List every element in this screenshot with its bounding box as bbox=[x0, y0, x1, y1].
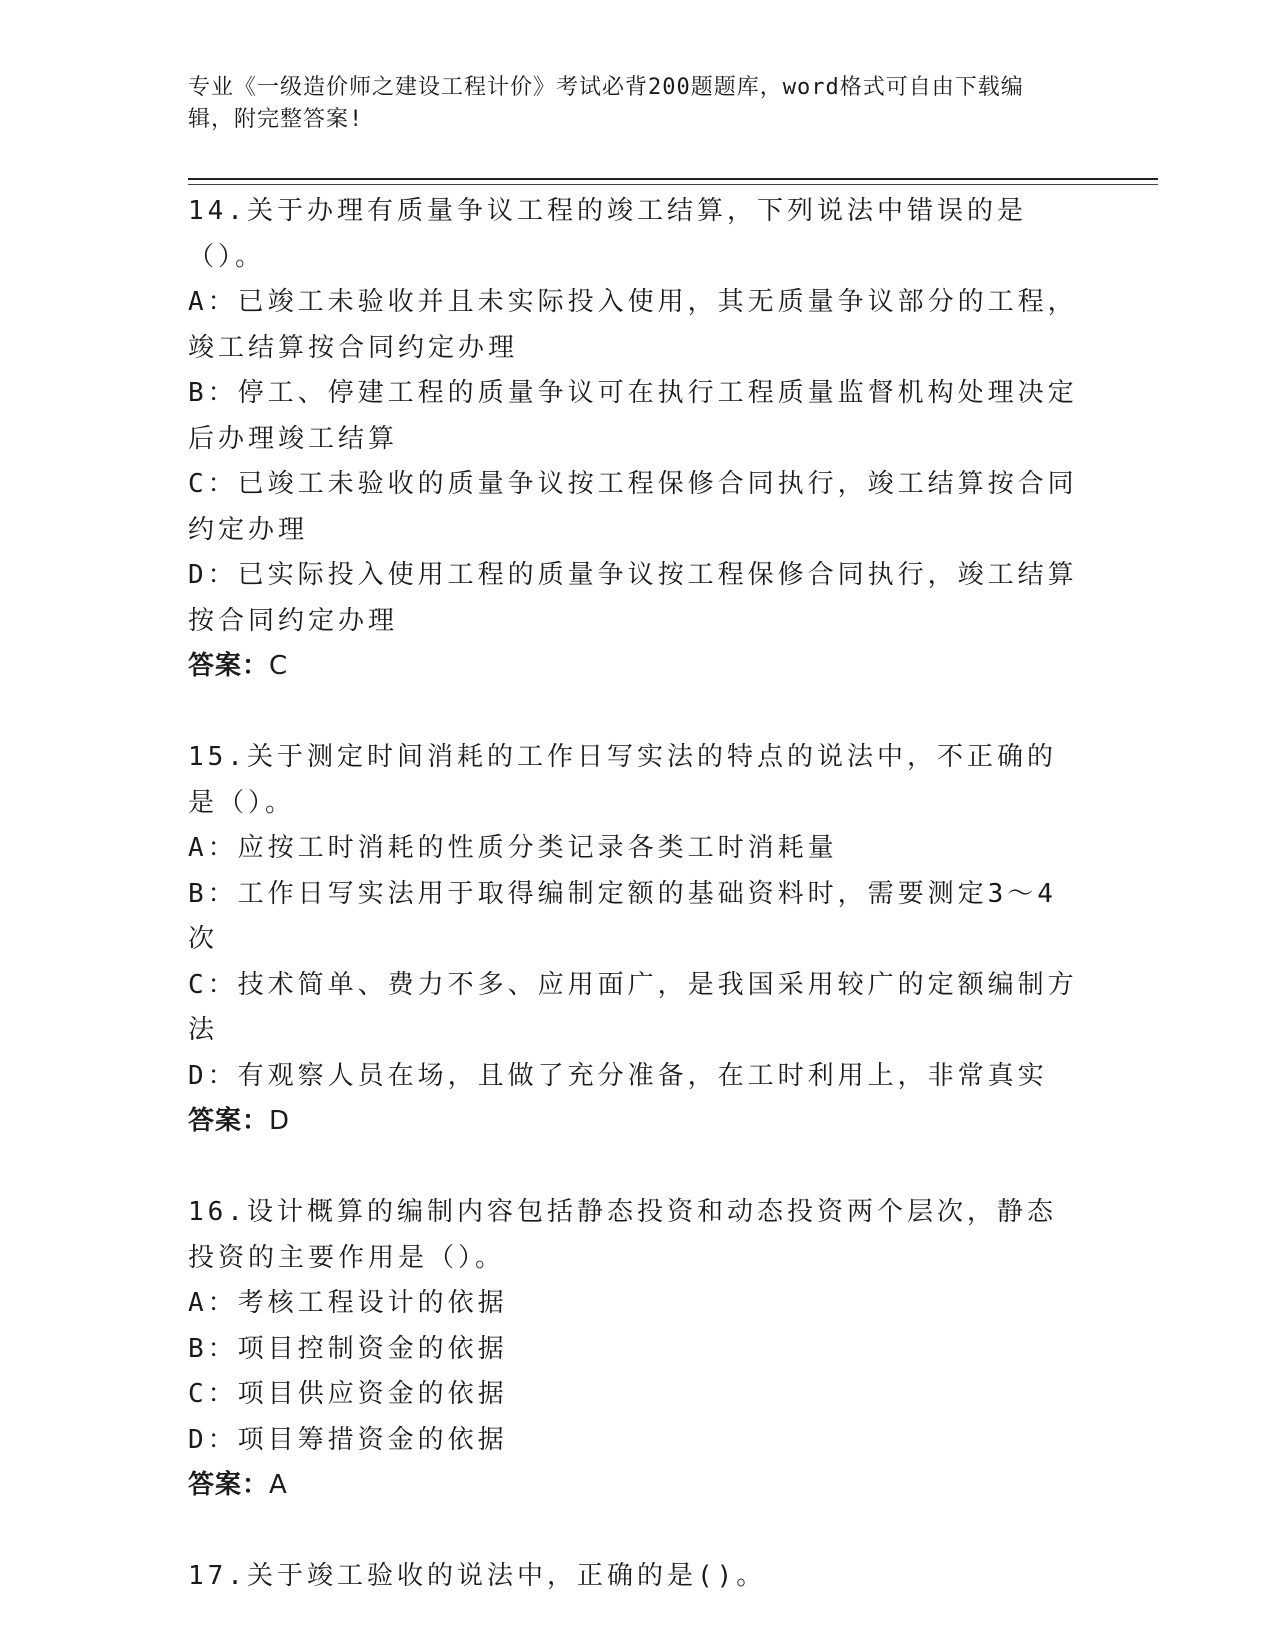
question-stem: 15.关于测定时间消耗的工作日写实法的特点的说法中，不正确的是（）。 bbox=[188, 742, 1057, 818]
spacer bbox=[188, 1145, 1078, 1191]
answer-value: D bbox=[269, 1106, 291, 1136]
option-d: D：已实际投入使用工程的质量争议按工程保修合同执行，竣工结算按合同约定办理 bbox=[188, 560, 1078, 636]
option-a: A：考核工程设计的依据 bbox=[188, 1288, 508, 1318]
question-16 bbox=[188, 1190, 1078, 1509]
option-b: B：工作日写实法用于取得编制定额的基础资料时，需要测定3～4次 bbox=[188, 878, 1057, 954]
answer-value: C bbox=[269, 651, 289, 681]
option-d: D：项目筹措资金的依据 bbox=[188, 1424, 508, 1455]
question-15 bbox=[188, 735, 1078, 1145]
option-a: A：已竣工未验收并且未实际投入使用，其无质量争议部分的工程，竣工结算按合同约定办理 bbox=[188, 287, 1078, 363]
answer bbox=[188, 1463, 1078, 1509]
answer bbox=[188, 1099, 1078, 1145]
answer bbox=[188, 644, 1078, 690]
spacer bbox=[188, 690, 1078, 736]
answer-value: A bbox=[269, 1470, 288, 1500]
question-stem: 14.关于办理有质量争议工程的竣工结算，下列说法中错误的是（）。 bbox=[188, 196, 1027, 272]
answer-label: 答案： bbox=[188, 651, 270, 681]
option-b: B：停工、停建工程的质量争议可在执行工程质量监督机构处理决定后办理竣工结算 bbox=[188, 378, 1078, 454]
question-17 bbox=[188, 1554, 1078, 1600]
question-list bbox=[188, 189, 1078, 1600]
option-b: B：项目控制资金的依据 bbox=[188, 1333, 508, 1364]
option-c: C：技术简单、费力不多、应用面广，是我国采用较广的定额编制方法 bbox=[188, 969, 1078, 1045]
option-c: C：已竣工未验收的质量争议按工程保修合同执行，竣工结算按合同约定办理 bbox=[188, 469, 1078, 545]
header-divider-thin bbox=[188, 184, 1158, 185]
answer-label: 答案： bbox=[188, 1470, 270, 1500]
question-14 bbox=[188, 189, 1078, 690]
question-stem: 16.设计概算的编制内容包括静态投资和动态投资两个层次，静态投资的主要作用是（）。 bbox=[188, 1197, 1057, 1273]
answer-label: 答案： bbox=[188, 1106, 270, 1136]
option-d: D：有观察人员在场，且做了充分准备，在工时利用上，非常真实 bbox=[188, 1060, 1048, 1091]
header-divider-thick bbox=[188, 178, 1158, 180]
spacer bbox=[188, 1509, 1078, 1555]
question-stem: 17.关于竣工验收的说法中，正确的是()。 bbox=[188, 1561, 767, 1591]
option-a: A：应按工时消耗的性质分类记录各类工时消耗量 bbox=[188, 833, 838, 863]
option-c: C：项目供应资金的依据 bbox=[188, 1379, 508, 1409]
header-text: 专业《一级造价师之建设工程计价》考试必背200题题库，word格式可自由下载编辑，附完整答案! bbox=[188, 75, 1024, 132]
document-header bbox=[188, 72, 1068, 136]
